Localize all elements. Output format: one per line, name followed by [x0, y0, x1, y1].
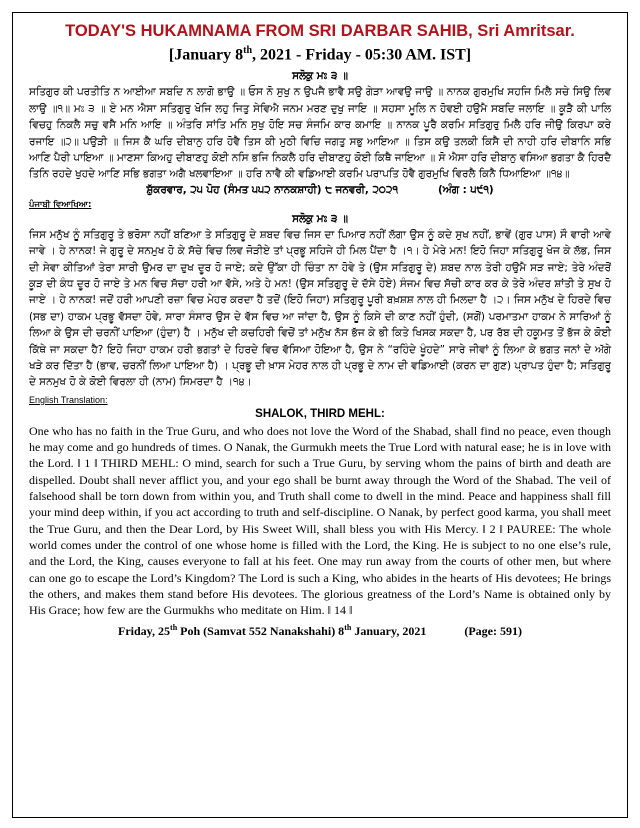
gurbani-text: ਸਤਿਗੁਰ ਕੀ ਪਰਤੀਤਿ ਨ ਆਈਆ ਸਬਦਿ ਨ ਲਾਗੋ ਭਾਉ ॥ ਓਸ ਨੋ ਸੁਖੁ ਨ ਉਪਜੈ ਭਾਵੈ ਸਉ ਗੇੜਾ ਆਵਉ ਜਾਉ ॥ ਨਾਨਕ ਗੁਰਮੁਖਿ ਸਹਜਿ ਮਿਲੈ ਸਚੇ ਸਿਉ ਲਿਵ ਲਾਉ ॥੧॥ ਮਃ ੩ ॥ ਏ ਮਨ ਐਸਾ ਸਤਿਗੁਰੁ ਖੋਜਿ ਲਹੁ ਜਿਤੁ ਸੇਵਿਐ ਜਨਮ ਮਰਣ ਦੁਖੁ ਜਾਇ ॥ ਸਹਸਾ ਮੂਲਿ ਨ ਹੋਵਈ ਹਉਮੈ ਸਬਦਿ ਜਲਾਇ ॥ ਕੂੜੈ ਕੀ ਪਾਲਿ ਵਿਚਹੁ ਨਿਕਲੈ ਸਚੁ ਵਸੈ ਮਨਿ ਆਇ ॥ ਅੰਤਰਿ ਸਾਂਤਿ ਮਨਿ ਸੁਖੁ ਹੋਇ ਸਚ ਸੰਜਮਿ ਕਾਰ ਕਮਾਇ ॥ ਨਾਨਕ ਪੂਰੈ ਕਰਮਿ ਸਤਿਗੁਰੁ ਮਿਲੈ ਹਰਿ ਜੀਉ ਕਿਰਪਾ ਕਰੇ ਰਜਾਇ ॥੨॥ ਪਉੜੀ ॥ ਜਿਸ ਕੈ ਘਰਿ ਦੀਬਾਨੁ ਹਰਿ ਹੋਵੈ ਤਿਸ ਕੀ ਮੁਠੀ ਵਿਚਿ ਜਗਤੁ ਸਭੁ ਆਇਆ ॥ ਤਿਸ ਕਉ ਤਲਕੀ ਕਿਸੈ ਦੀ ਨਾਹੀ ਹਰਿ ਦੀਬਾਨਿ ਸਭਿ ਆਣਿ ਪੈਰੀ ਪਾਇਆ ॥ ਮਾਣਸਾ ਕਿਅਹੁ ਦੀਬਾਣਹੁ ਕੋਈ ਨਸਿ ਭਜਿ ਨਿਕਲੈ ਹਰਿ ਦੀਬਾਣਹੁ ਕੋਈ ਕਿਥੈ ਜਾਇਆ ॥ ਸੋ ਐਸਾ ਹਰਿ ਦੀਬਾਨੁ ਵਸਿਆ ਭਗਤਾ ਕੈ ਹਿਰਦੈ ਤਿਨਿ ਰਹਦੇ ਖੁਹਦੇ ਆਣਿ ਸਭਿ ਭਗਤਾ ਅਗੈ ਖਲਵਾਇਆ ॥ ਹਰਿ ਨਾਵੈ ਕੀ ਵਡਿਆਈ ਕਰਮਿ ਪਰਾਪਤਿ ਹੋਵੈ ਗੁਰਮੁਖਿ ਵਿਰਲੈ ਕਿਨੈ ਧਿਆਇਆ ॥੧੪॥ [29, 86, 612, 181]
punjabi-section-label: ਪੰਜਾਬੀ ਵਿਆਖਿਆ: [29, 199, 92, 210]
ang-number: (ਅੰਗ : ੫੯੧) [438, 183, 494, 196]
english-section-label: English Translation: [29, 394, 108, 405]
date-time-line [29, 41, 611, 65]
footer-date-line [29, 620, 611, 639]
nanakshahi-date-row [29, 183, 611, 198]
footer-middle: Poh (Samvat 552 Nanakshahi) 8 [177, 624, 345, 639]
hukamnama-page [12, 12, 628, 818]
english-translation: One who has no faith in the True Guru, and who does not love the Word of the Shabad, shall find no peace, even though he may come and go hundreds of times. O Nanak, the Gurmukh meets the True Lord with natural ease; he is in love with the Lord. ‖ 1 ‖ THIRD MEHL: O mind, search for such a True Guru, by serving whom the pains of birth and death are dispelled. Doubt shall never afflict you, and your ego shall be burnt away through the Word of the Shabad. The veil of falsehood shall be torn down from within you, and Truth shall come to dwell in the mind. Peace and happiness shall fill your mind deep within, if you act according to truth and self-discipline. O Nanak, by perfect good karma, you shall meet the True Guru, and then the Dear Lord, by His Sweet Will, shall bless you with His Mercy. ‖ 2 ‖ PAUREE: The whole world comes under the control of one whose home is filled with the Lord, the King. He is subject to no one else’s rule, and the Lord, the King, causes everyone to fall at his feet. One may run away from the courts of other men, but where can one go to escape the Lord’s Kingdom? The Lord is such a King, who abides in the hearts of His devotees; He brings the others, and makes them stand before His devotees. The glorious greatness of the Lord’s Name is obtained only by His Grace; how few are the Gurmukhs who meditate on Him. ‖ 14 ‖ [29, 423, 611, 618]
page-title: TODAY'S HUKAMNAMA FROM SRI DARBAR SAHIB, Sri Amritsar. [65, 22, 575, 40]
footer-sup-1: th [170, 623, 178, 633]
footer-prefix: Friday, 25 [118, 624, 171, 639]
gurbani-heading: ਸਲੋਕੁ ਮਃ ੩ ॥ [292, 70, 348, 83]
footer-page-number: (Page: 591) [464, 624, 522, 639]
footer-suffix: January, 2021 [351, 624, 427, 639]
nanakshahi-date: ਸ਼ੁੱਕਰਵਾਰ, ੨੫ ਪੋਹ (ਸੰਮਤ ੫੫੨ ਨਾਨਕਸ਼ਾਹੀ) ੮ ਜਨਵਰੀ, ੨੦੨੧ [146, 183, 399, 196]
punjabi-explanation: ਜਿਸ ਮਨੁੱਖ ਨੂੰ ਸਤਿਗੁਰੂ ਤੇ ਭਰੋਸਾ ਨਹੀਂ ਬਣਿਆ ਤੇ ਸਤਿਗੁਰੂ ਦੇ ਸ਼ਬਦ ਵਿਚ ਜਿਸ ਦਾ ਪਿਆਰ ਨਹੀਂ ਲੱਗਾ ਉਸ ਨੂੰ ਕਦੇ ਸੁਖ ਨਹੀਂ, ਭਾਵੇਂ (ਗੁਰ ਪਾਸ) ਸੌ ਵਾਰੀ ਆਵੇ ਜਾਵੇ । ਹੇ ਨਾਨਕ! ਜੇ ਗੁਰੂ ਦੇ ਸਨਮੁਖ ਹੋ ਕੇ ਸੱਚੇ ਵਿਚ ਲਿਵ ਜੋੜੀਏ ਤਾਂ ਪ੍ਰਭੂ ਸਹਿਜੇ ਹੀ ਮਿਲ ਪੈਂਦਾ ਹੈ ।੧। ਹੇ ਮੇਰੇ ਮਨ! ਇਹੋ ਜਿਹਾ ਸਤਿਗੁਰੂ ਖੋਜ ਕੇ ਲੱਭ, ਜਿਸ ਦੀ ਸੇਵਾ ਕੀਤਿਆਂ ਤੇਰਾ ਸਾਰੀ ਉਮਰ ਦਾ ਦੁਖ ਦੂਰ ਹੋ ਜਾਏ; ਕਦੇ ਉੱਕਾ ਹੀ ਚਿੰਤਾ ਨਾ ਹੋਵੇ ਤੇ (ਉਸ ਸਤਿਗੁਰੂ ਦੇ) ਸ਼ਬਦ ਨਾਲ ਤੇਰੀ ਹਉਮੈ ਸੜ ਜਾਏ; ਤੇਰੇ ਅੰਦਰੋਂ ਕੂੜ ਦੀ ਕੰਧ ਦੂਰ ਹੋ ਜਾਏ ਤੇ ਮਨ ਵਿਚ ਸੱਚਾ ਹਰੀ ਆ ਵੱਸੇ, ਅਤੇ ਹੇ ਮਨ! (ਉਸ ਸਤਿਗੁਰੂ ਦੇ ਦੱਸੇ ਹੋਏ) ਸੰਜਮ ਵਿਚ ਸੱਚੀ ਕਾਰ ਕਰ ਕੇ ਤੇਰੇ ਅੰਦਰ ਸ਼ਾਂਤੀ ਤੇ ਸੁਖ ਹੋ ਜਾਏ । ਹੇ ਨਾਨਕ! ਜਦੋਂ ਹਰੀ ਆਪਣੀ ਰਜ਼ਾ ਵਿਚ ਮੇਹਰ ਕਰਦਾ ਹੈ ਤਦੋਂ (ਇਹੋ ਜਿਹਾ) ਸਤਿਗੁਰੂ ਪੂਰੀ ਬਖ਼ਸ਼ਸ਼ ਨਾਲ ਹੀ ਮਿਲਦਾ ਹੈ ।੨। ਜਿਸ ਮਨੁੱਖ ਦੇ ਹਿਰਦੇ ਵਿਚ (ਸਭ ਦਾ) ਹਾਕਮ ਪ੍ਰਭੂ ਵੱਸਦਾ ਹੋਵੇ, ਸਾਰਾ ਸੰਸਾਰ ਉਸ ਦੇ ਵੱਸ ਵਿਚ ਆ ਜਾਂਦਾ ਹੈ, ਉਸ ਨੂੰ ਕਿਸੇ ਦੀ ਕਾਣ ਨਹੀਂ ਹੁੰਦੀ, (ਸਗੋਂ) ਪਰਮਾਤਮਾ ਹਾਕਮ ਨੇ ਸਾਰਿਆਂ ਨੂੰ ਲਿਆ ਕੇ ਉਸ ਦੀ ਚਰਨੀਂ ਪਾਇਆ (ਹੁੰਦਾ) ਹੈ । ਮਨੁੱਖ ਦੀ ਕਚਹਿਰੀ ਵਿਚੋਂ ਤਾਂ ਮਨੁੱਖ ਨੱਸ ਭੱਜ ਕੇ ਭੀ ਕਿਤੇ ਖਿਸਕ ਸਕਦਾ ਹੈ, ਪਰ ਰੱਬ ਦੀ ਹਕੂਮਤ ਤੋਂ ਭੱਜ ਕੇ ਕੋਈ ਕਿੱਥੇ ਜਾ ਸਕਦਾ ਹੈ? ਇਹੋ ਜਿਹਾ ਹਾਕਮ ਹਰੀ ਭਗਤਾਂ ਦੇ ਹਿਰਦੇ ਵਿਚ ਵੱਸਿਆ ਹੋਇਆ ਹੈ, ਉਸ ਨੇ “ਰਹਿੰਦੇ ਖੂੰਹਦੇ” ਸਾਰੇ ਜੀਵਾਂ ਨੂੰ ਲਿਆ ਕੇ ਭਗਤ ਜਨਾਂ ਦੇ ਅੱਗੇ ਖੜੇ ਕਰ ਦਿੱਤਾ ਹੈ (ਭਾਵ, ਚਰਨੀਂ ਲਿਆ ਪਾਇਆ ਹੈ) । ਪ੍ਰਭੂ ਦੀ ਖ਼ਾਸ ਮੇਹਰ ਨਾਲ ਹੀ ਪ੍ਰਭੂ ਦੇ ਨਾਮ ਦੀ ਵਡਿਆਈ (ਕਰਨ ਦਾ ਗੁਣ) ਪ੍ਰਾਪਤ ਹੁੰਦਾ ਹੈ; ਸਤਿਗੁਰੂ ਦੇ ਸਨਮੁਖ ਹੋ ਕੇ ਕੋਈ ਵਿਰਲਾ ਹੀ (ਨਾਮ) ਸਿਮਰਦਾ ਹੈ ।੧੪। [29, 228, 611, 389]
date-prefix: [January 8 [168, 46, 244, 64]
footer-sup-2: th [344, 623, 352, 633]
punjabi-heading: ਸਲੋਕੁ ਮਃ ੩ ॥ [292, 212, 348, 225]
date-superscript: th [243, 45, 253, 56]
date-suffix: , 2021 - Friday - 05:30 AM. IST] [252, 46, 472, 64]
english-heading: SHALOK, THIRD MEHL: [255, 407, 385, 420]
